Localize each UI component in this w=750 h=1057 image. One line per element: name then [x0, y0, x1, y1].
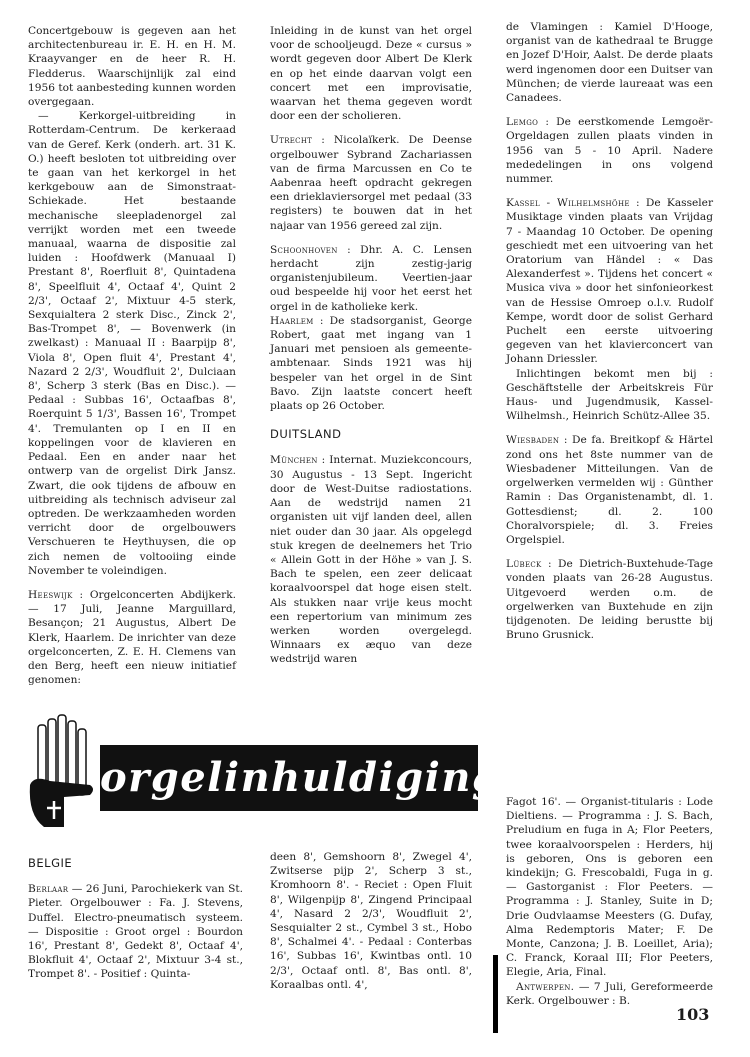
place-name: Haarlem	[270, 314, 314, 327]
item-text: : De fa. Breitkopf & Härtel zond ons het 8ste nummer van de Wiesbadener Mitteilungen. Van de orgelwerken vermelden wij : Günther Ramin : Das Organistenambt, dl. 1. Gottesdienst; dl. 2. 100 Choralvorspiele; dl. 3. Freies Orgelspiel.	[506, 434, 713, 546]
paragraph: Inlichtingen bekomt men bij : Geschäftstelle der Arbeitskreis Für Haus- und Jugendmusik, Kassel-Wilhelmsh., Heinrich Schütz-Allee 35.	[506, 367, 713, 423]
paragraph: Inleiding in de kunst van het orgel voor de schooljeugd. Deze « cursus » wordt gegeven door Albert De Klerk en op het einde daarvan volgt een concert met een improvisatie, waarvan het thema gegeven wordt door een der scholieren.	[270, 25, 472, 123]
news-item-lubeck	[506, 557, 713, 642]
column-3	[506, 20, 714, 642]
paragraph: de Vlamingen : Kamiel D'Hooge, organist van de kathedraal te Brugge en Jozef D'Hoir, Aalst. De derde plaats werd ingenomen door een Duitser van München; de vierde laureaat was een Canadees.	[506, 21, 713, 105]
banner-title: orgelinhuldigingen	[100, 745, 478, 811]
item-text: : Orgelconcerten Abdijkerk. — 17 Juli, Jeanne Marguillard, Besançon; 21 Augustus, Albert De Klerk, Haarlem. De inrichter van deze orgelconcerten, Z. E. H. Clemens van den Berg, heeft een nieuw initiatief genomen:	[28, 588, 236, 687]
column-1	[28, 24, 236, 687]
news-item-heeswijk	[28, 588, 236, 687]
margin-bar	[493, 955, 498, 1033]
item-text: — 7 Juli, Gereformeerde Kerk. Orgelbouwer : B.	[506, 980, 713, 1007]
section-heading-duitsland: DUITSLAND	[270, 427, 342, 442]
paragraph: — Kerkorgel-uitbreiding in Rotterdam-Centrum. De kerkeraad van de Geref. Kerk (onderh. art. 31 K. O.) heeft besloten tot uitbreiding over te gaan van het kerkorgel in het kerkgebouw aan de Simonstraat-Schiekade. Het bestaande mechanische sleepladenorgel zal verrijkt worden met een tweede manuaal, waarna de dispositie zal luiden : Hoofdwerk (Manuaal I) Prestant 8', Roerfluit 8', Quintadena 8', Speelfluit 4', Octaaf 4', Quint 2 2/3', Octaaf 2', Mixtuur 4-5 sterk, Sexquialtera 2 sterk Disc., Zinck 2', Bas-Trompet 8', — Bovenwerk (in zwelkast) : Manuaal II : Baarpijp 8', Viola 8', Open fluit 4', Prestant 4', Nazard 2 2/3', Woudfluit 2', Dulciaan 8', Scherp 3 sterk (Bas en Disc.). — Pedaal : Subbas 16', Octaafbas 8', Roerquint 5 1/3', Bassen 16', Trompet 4'. Tremulanten op I en II en koppelingen voor de klavieren en Pedaal. Een en ander naar het ontwerp van de orgelist Dirk Jansz. Zwart, die ook tijdens de afbouw en uitbreiding als technisch adviseur zal optreden. De werkzaamheden worden verricht door de orgelbouwers Verschueren te Heythuysen, die op zich nemen de voltooiing einde November te voleindigen.	[28, 110, 236, 577]
section-heading-belgie: BELGIE	[28, 856, 73, 870]
news-item-munchen	[270, 453, 472, 666]
place-name: Schoonhoven	[270, 243, 338, 256]
paragraph: Concertgebouw is gegeven aan het architectenbureau ir. E. H. en H. M. Kraayvanger en de heer R. H. Fledderus. Waarschijnlijk zal eind 1956 tot aanbesteding kunnen worden overgegaan.	[28, 25, 236, 109]
place-name: Lemgo	[506, 116, 539, 129]
paragraph: Fagot 16'. — Organist-titularis : Lode Dieltiens. — Programma : J. S. Bach, Preludium en fuga in A; Flor Peeters, twee koraalvoorspelen : Herders, hij is geboren, Ons is geboren een kindekijn; G. Frescobaldi, Fuga in g. — Gastorganist : Flor Peeters. — Programma : J. Stanley, Suite in D; Drie Oudvlaamse Meesters (G. Dufay, Alma Redemptoris Mater; F. De Monte, Canzona; J. B. Loeillet, Aria); C. Franck, Koraal III; Flor Peeters, Elegie, Aria, Final.	[506, 796, 713, 979]
news-item-schoonhoven	[270, 243, 472, 314]
item-text: : De Dietrich-Buxtehude-Tage vonden plaats van 26-28 Augustus. Uitgevoerd werden o.m. de orgelwerken van Buxtehude en zijn tijdgenoten. De leiding berustte bij Bruno Grusnick.	[506, 558, 713, 642]
place-name: Antwerpen.	[516, 980, 575, 993]
news-item-berlaar	[28, 882, 243, 981]
place-name: Kassel - Wilhelmshöhe	[506, 197, 630, 210]
organ-pipes-hand-cross-icon	[20, 715, 110, 835]
place-name: Berlaar	[28, 883, 69, 896]
news-item-antwerpen	[506, 980, 713, 1008]
news-item-kassel	[506, 196, 713, 366]
news-item-lemgo	[506, 115, 713, 186]
column-bottom-1	[28, 852, 243, 1037]
news-item-utrecht	[270, 133, 472, 232]
place-name: Heeswijk	[28, 588, 73, 601]
item-text: — 26 Juni, Parochiekerk van St. Pieter. Orgelbouwer : Fa. J. Stevens, Duffel. Electro-pneumatisch systeem. — Dispositie : Groot orgel : Bourdon 16', Prestant 8', Gedekt 8', Octaaf 4', Blokfluit 4', Octaaf 2', Mixtuur 3-4 st., Trompet 8'. - Positief : Quinta-	[28, 883, 243, 981]
column-bottom-2	[270, 850, 472, 1035]
item-text: : De Kasseler Musiktage vinden plaats van Vrijdag 7 - Maandag 10 October. De opening geschiedt met een uitvoering van het Oratorium van Händel : « Das Alexanderfest ». Tijdens het concert « Musica viva » door het sinfonieorkest van de Hessise Omroep o.l.v. Rudolf Kempe, wordt door de solist Gerhard Puchelt een eerste uitvoering gegeven van het klavierconcert van Johann Driessler.	[506, 197, 714, 366]
section-banner	[20, 715, 559, 835]
paragraph: deen 8', Gemshoorn 8', Zwegel 4', Zwitserse pijp 2', Scherp 3 st., Kromhoorn 8'. - Reciet : Open Fluit 8', Wilgenpijp 8', Zingend Principaal 4', Nasard 2 2/3', Woudfluit 2', Sesquialter 2 st., Cymbel 3 st., Hobo 8', Schalmei 4'. - Pedaal : Conterbas 16', Subbas 16', Kwintbas ontl. 10 2/3', Octaaf ontl. 8', Bas ontl. 8', Koraalbas ontl. 4',	[270, 851, 472, 991]
page-number: 103	[676, 1005, 710, 1024]
place-name: Wiesbaden	[506, 434, 560, 447]
place-name: Lübeck	[506, 558, 542, 571]
place-name: Utrecht	[270, 134, 313, 147]
place-name: München	[270, 454, 318, 467]
news-item-haarlem	[270, 314, 472, 413]
item-text: : Dhr. A. C. Lensen herdacht zijn zestig-jarig organistenjubileum. Veertien-jaar oud bespeelde hij voor het eerst het orgel in de katholieke kerk.	[270, 243, 472, 313]
item-text: : Internat. Muziekconcours, 30 Augustus - 13 Sept. Ingericht door de West-Duitse radiostations. Aan de wedstrijd namen 21 organisten uit vijf landen deel, allen niet ouder dan 30 jaar. Als opgelegd stuk kregen de deelnemers het Trio « Allein Gott in der Höhe » van J. S. Bach te spelen, een zeer delicaat koraalvoorspel dat hoge eisen stelt. Als stukken naar vrije keus mocht een repertorium van minimum zes werken worden overgelegd. Winnaars ex æquo van deze wedstrijd waren	[270, 454, 472, 666]
news-item-wiesbaden	[506, 433, 713, 547]
item-text: : Nicolaïkerk. De Deense orgelbouwer Sybrand Zachariassen van de firma Marcussen en Co te Aabenraa heeft opdracht gekregen een drieklaviersorgel met pedaal (33 registers) te bouwen dat in het najaar van 1956 gereed zal zijn.	[270, 134, 472, 232]
item-text: : De stadsorganist, George Robert, gaat met ingang van 1 Januari met pensioen als gemeente-ambtenaar. Sinds 1921 was hij bespeler van het orgel in de Sint Bavo. Zijn laatste concert heeft plaats op 26 October.	[270, 314, 472, 413]
column-2	[270, 24, 472, 678]
item-text: : De eerstkomende Lemgoër-Orgeldagen zullen plaats vinden in 1956 van 5 - 10 April. Nadere mededelingen in ons volgend nummer.	[506, 116, 713, 186]
column-bottom-3	[506, 795, 713, 1035]
